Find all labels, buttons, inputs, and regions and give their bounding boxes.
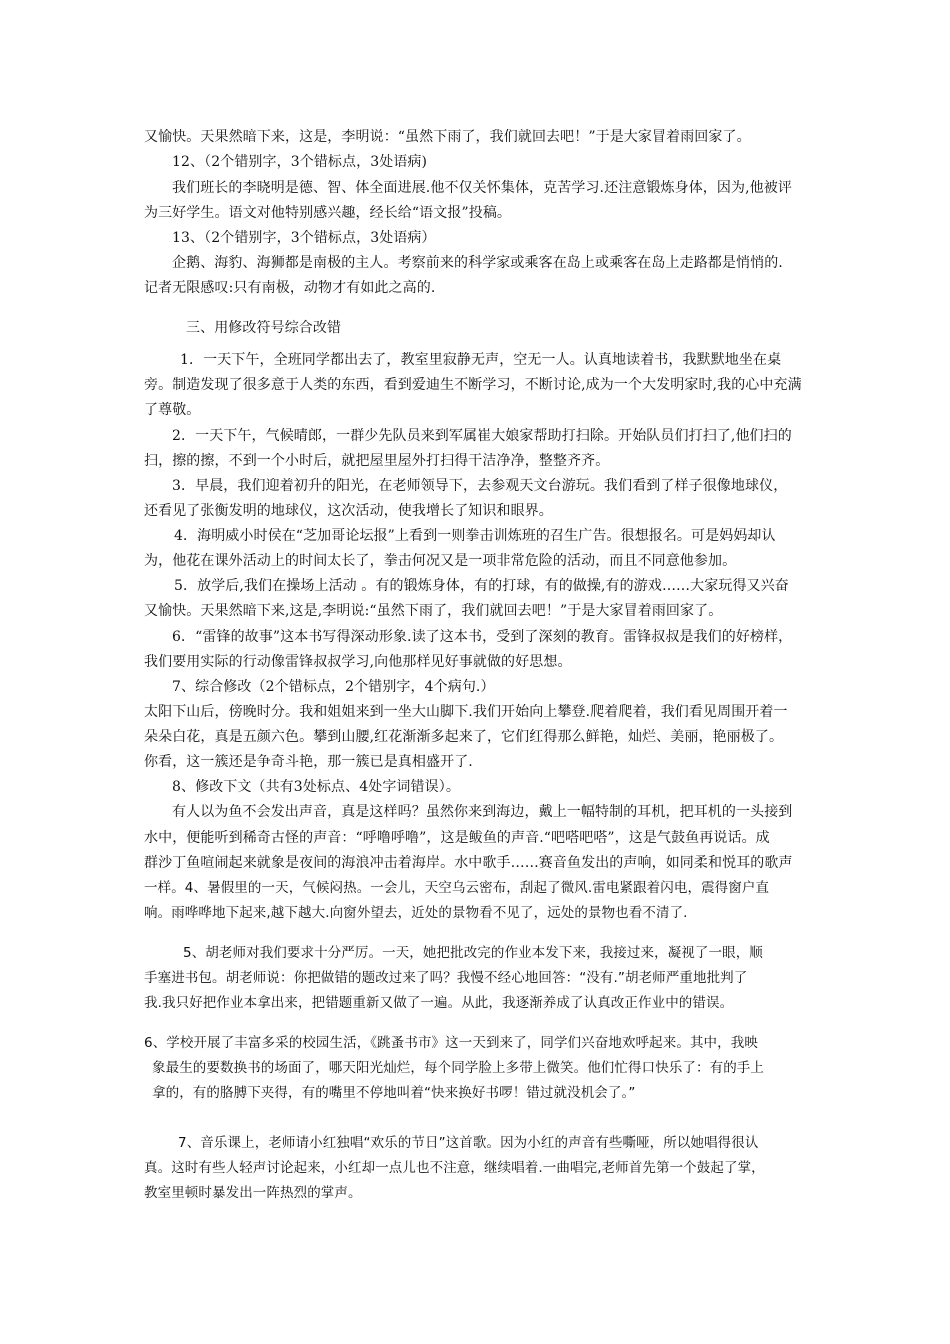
- paragraph-line: 拿的，有的胳膊下夹得，有的嘴里不停地叫着“快来换好书啰！错过就没机会了。”: [152, 1085, 636, 1101]
- section-heading: 三、用修改符号综合改错: [186, 320, 342, 336]
- exercise-heading: 13、（2个错别字，3个错标点，3处语病）: [172, 230, 436, 246]
- paragraph-line: 扫，擦的擦，不到一个小时后，就把屋里屋外打扫得干洁净净，整整齐齐。: [144, 453, 610, 469]
- paragraph-line: 企鹅、海豹、海狮都是南极的主人。考察前来的科学家或乘客在岛上或乘客在岛上走路都是悄悄的.: [172, 255, 783, 271]
- paragraph-line: 7、音乐课上，老师请小红独唱“欢乐的节日”这首歌。因为小红的声音有些嘶哑，所以她唱得很认: [178, 1135, 759, 1151]
- paragraph-line: 响。雨哗哗地下起来,越下越大.向窗外望去，近处的景物看不见了，远处的景物也看不清了.: [144, 905, 688, 921]
- paragraph-line: 你看，这一簇还是争奇斗艳，那一簇已是真相盛开了.: [144, 754, 473, 770]
- paragraph-line: 我.我只好把作业本拿出来，把错题重新又做了一遍。从此，我逐渐养成了认真改正作业中的错误。: [144, 995, 734, 1011]
- paragraph-line: 4．海明威小时侯在“芝加哥论坛报”上看到一则拳击训炼班的召生广告。很想报名。可是妈妈却认: [174, 528, 776, 544]
- paragraph-line: 还看见了张衡发明的地球仪，这次活动，使我增长了知识和眼界。: [144, 503, 553, 519]
- paragraph-line: 又愉快。天果然暗下来,这是,李明说:“虽然下雨了，我们就回去吧！”于是大家冒着雨回家了。: [144, 603, 723, 619]
- paragraph-line: 旁。制造发现了很多意于人类的东西，看到爱迪生不断学习，不断讨论,成为一个大发明家时,我的心中充满: [144, 377, 802, 393]
- paragraph-line: 为三好学生。语文对他特别感兴趣，经长给“语文报”投稿。: [144, 205, 512, 221]
- paragraph-line: 为，他花在课外活动上的时间太长了，拳击何况又是一项非常危险的活动，而且不同意他参加。: [144, 553, 737, 569]
- exercise-heading: 7、综合修改（2个错标点，2个错别字，4个病句.）: [172, 679, 495, 695]
- paragraph-line: 教室里顿时暴发出一阵热烈的掌声。: [144, 1185, 362, 1201]
- paragraph-line: 群沙丁鱼喧闹起来就象是夜间的海浪冲击着海岸。水中歌手……赛音鱼发出的声响，如同柔和悦耳的歌声: [144, 855, 793, 871]
- paragraph-line: 有人以为鱼不会发出声音，真是这样吗？虽然你来到海边，戴上一幅特制的耳机，把耳机的一头接到: [172, 804, 793, 820]
- paragraph-line: 6、学校开展了丰富多采的校园生活，《跳蚤书市》这一天到来了，同学们兴奋地欢呼起来。其中，我映: [144, 1035, 758, 1051]
- paragraph-line: 水中，便能听到稀奇古怪的声音：“呼噜呼噜”，这是鲅鱼的声音.“吧嗒吧嗒”，这是气鼓鱼再说话。成: [144, 830, 770, 846]
- exercise-heading: 8、修改下文（共有3处标点、4处字词错误）。: [172, 779, 460, 795]
- paragraph-line: 了尊敬。: [144, 402, 201, 418]
- paragraph-line: 太阳下山后，傍晚时分。我和姐姐来到一坐大山脚下.我们开始向上攀登.爬着爬着，我们看见周围开着一: [144, 704, 788, 720]
- paragraph-line: 1．一天下午，全班同学都出去了，教室里寂静无声，空无一人。认真地读着书，我默默地坐在桌: [180, 352, 782, 368]
- paragraph-line: 2．一天下午，气候晴郎，一群少先队员来到军属崔大娘家帮助打扫除。开始队员们打扫了,他们扫的: [172, 428, 792, 444]
- paragraph-line: 手塞进书包。胡老师说：你把做错的题改过来了吗？我慢不经心地回答：“没有.”胡老师严重地批判了: [144, 970, 748, 986]
- paragraph-line: 朵朵白花，真是五颜六色。攀到山腰,红花渐渐多起来了，它们红得那么鲜艳，灿烂、美丽，艳丽极了。: [144, 729, 784, 745]
- paragraph-line: 一样。4、暑假里的一天，气候闷热。一会儿，天空乌云密布，刮起了微风.雷电紧跟着闪电，震得窗户直: [144, 880, 770, 896]
- paragraph-line: 5、胡老师对我们要求十分严厉。一天，她把批改完的作业本发下来，我接过来，凝视了一眼，顺: [183, 945, 763, 961]
- paragraph-line: 我们要用实际的行动像雷锋叔叔学习,向他那样见好事就做的好思想。: [144, 654, 572, 670]
- paragraph-line: 又愉快。天果然暗下来，这是，李明说：“虽然下雨了，我们就回去吧！”于是大家冒着雨回家了。: [144, 129, 751, 145]
- paragraph-line: 5．放学后,我们在操场上活动 。有的锻炼身体，有的打球，有的做操,有的游戏……大家玩得又兴奋: [174, 578, 789, 594]
- paragraph-line: 6．“雷锋的故事”这本书写得深动形象.读了这本书，受到了深刻的教育。雷锋叔叔是我们的好榜样，: [172, 629, 793, 645]
- paragraph-line: 象最生的要数换书的场面了，哪天阳光灿烂，每个同学脸上多带上微笑。他们忙得口快乐了：有的手上: [152, 1060, 764, 1076]
- paragraph-line: 我们班长的李晓明是德、智、体全面进展.他不仅关怀集体，克苦学习.还注意锻炼身体，因为,他被评: [172, 180, 792, 196]
- exercise-heading: 12、（2个错别字，3个错标点，3处语病): [172, 154, 428, 170]
- paragraph-line: 真。这时有些人轻声讨论起来，小红却一点儿也不注意，继续唱着.一曲唱完,老师首先第一个鼓起了掌，: [144, 1160, 765, 1176]
- paragraph-line: 记者无限感叹:只有南极，动物才有如此之高的.: [144, 280, 436, 296]
- paragraph-line: 3．早晨，我们迎着初升的阳光，在老师领导下，去参观天文台游玩。我们看到了样子很像地球仪，: [172, 478, 788, 494]
